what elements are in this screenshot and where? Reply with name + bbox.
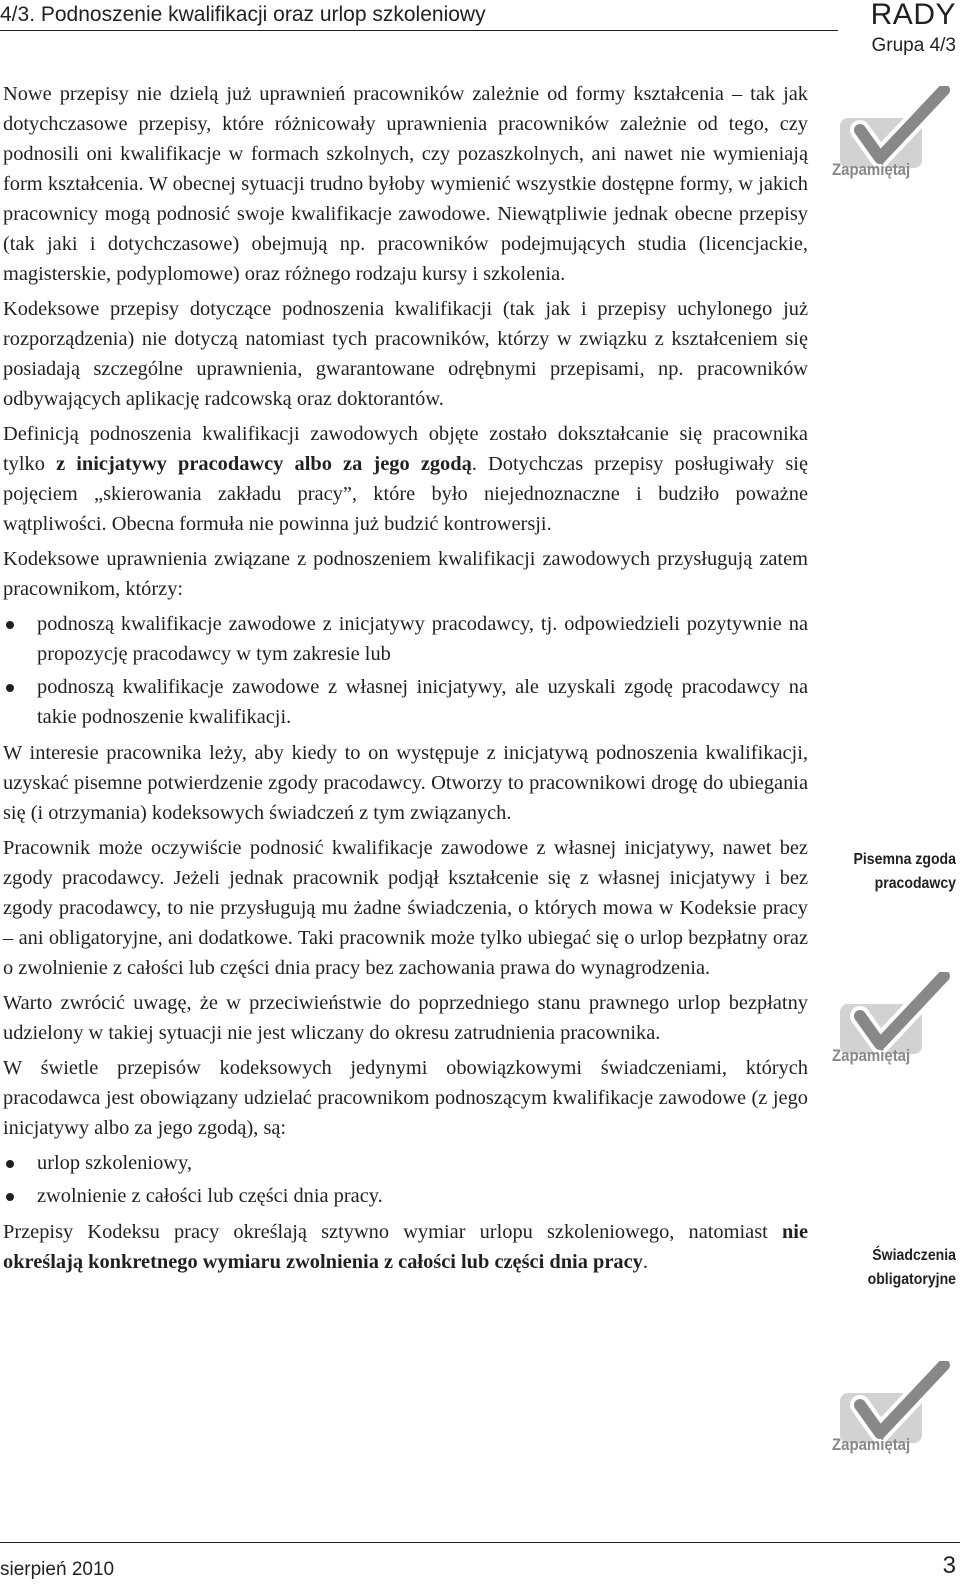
paragraph-2: Kodeksowe przepisy dotyczące podnoszenia kwalifikacji (tak jak i przepisy uchylonego już rozporządzenia) nie dotyczą natomiast tych pracowników, którzy w związku z kształceniem się posiadają szczególne uprawnienia, gwarantowane odrębnymi przepisami, np. pracowników odbywających aplikację radcowską oraz doktorantów. <box>3 298 808 410</box>
paragraph-9-text-b: . <box>642 1251 648 1273</box>
note-line: obligatoryjne <box>867 1271 956 1288</box>
page-header <box>0 0 960 66</box>
group-label: Grupa 4/3 <box>871 35 956 56</box>
note-line: Świadczenia <box>872 1247 956 1264</box>
list-item: zwolnienie z całości lub części dnia pracy. <box>3 1181 808 1211</box>
remember-badge <box>832 1361 958 1465</box>
paragraph-6: Pracownik może oczywiście podnosić kwalifikacje zawodowe z własnej inicjatywy, nawet bez zgody pracodawcy. Jeżeli jednak pracownik podjął kształcenie się z własnej inicjatywy i bez zgody pracodawcy, to nie przysługują mu żadne świadczenia, o których mowa w Kodeksie pracy – ani obligatoryjne, ani dodatkowe. Taki pracownik może tylko ubiegać się o urlop bezpłatny oraz o zwolnienie z całości lub części dnia pracy bez zachowania prawa do wynagrodzenia. <box>3 837 808 979</box>
paragraph-3-text-b: . Dotychczas przepisy posługiwały się pojęciem „skierowania zakładu pracy”, które było niejednoznaczne i budziło poważne wątpliwości. Obecna formuła nie powinna już budzić kontrowersji. <box>3 453 809 535</box>
header-divider <box>0 30 838 31</box>
remember-badge <box>832 86 958 190</box>
paragraph-9-emphasis: nie określają konkretnego wymiaru zwolnienia z całości lub części dnia pracy <box>3 1221 808 1273</box>
badge-label: Zapamiętaj <box>832 160 911 179</box>
paragraph-5: W interesie pracownika leży, aby kiedy to on występuje z inicjatywą podnoszenia kwalifikacji, uzyskać pisemne potwierdzenie zgody pracodawcy. Otworzy to pracownikowi drogę do ubiegania się (i otrzymania) kodeksowych świadczeń z tym związanych. <box>3 742 808 824</box>
note-line: pracodawcy <box>874 875 956 892</box>
badge-label: Zapamiętaj <box>832 1435 911 1454</box>
remember-badge <box>832 972 958 1076</box>
brand-label: RADY <box>870 0 956 31</box>
paragraph-9 <box>3 1217 808 1277</box>
main-text <box>3 79 808 1282</box>
paragraph-8: W świetle przepisów kodeksowych jedynymi obowiązkowymi świadczeniami, których pracodawca jest obowiązany udzielać pracownikom podnoszącym kwalifikacje zawodowe (z jego inicjatywy albo za jego zgodą), są: <box>3 1057 808 1139</box>
bullet-list-2 <box>3 1148 808 1211</box>
list-item: podnoszą kwalifikacje zawodowe z własnej inicjatywy, ale uzyskali zgodę pracodawcy na takie podnoszenie kwalifikacji. <box>3 672 808 732</box>
margin-note-mandatory-benefits <box>832 1244 956 1292</box>
badge-label: Zapamiętaj <box>832 1046 911 1065</box>
paragraph-3-emphasis: z inicjatywy pracodawcy albo za jego zgodą <box>56 453 472 475</box>
footer-divider <box>0 1542 960 1543</box>
paragraph-3-text-a: Definicją podnoszenia kwalifikacji zawodowych objęte zostało dokształcanie się pracownika tylko <box>3 423 808 475</box>
paragraph-1: Nowe przepisy nie dzielą już uprawnień pracowników zależnie od formy kształcenia – tak jak dotychczasowe przepisy, które różnicowały uprawnienia pracowników zależnie od tego, czy podnosili oni kwalifikacje w formach szkolnych, czy pozaszkolnych, ani nawet nie wymieniają form kształcenia. W obecnej sytuacji trudno byłoby wymienić wszystkie dostępne formy, w jakich pracownicy mogą podnosić swoje kwalifikacje zawodowe. Niewątpliwie jednak obecne przepisy (tak jaki i dotychczasowe) obejmują np. pracowników podejmujących studia (licencjackie, magisterskie, podyplomowe) oraz różnego rodzaju kursy i szkolenia. <box>3 83 808 285</box>
section-title: 4/3. Podnoszenie kwalifikacji oraz urlop szkoleniowy <box>0 3 486 26</box>
bullet-list-1 <box>3 609 808 732</box>
margin-note-written-consent <box>832 848 956 896</box>
paragraph-3 <box>3 419 808 539</box>
list-item: urlop szkoleniowy, <box>3 1148 808 1178</box>
footer-date: sierpień 2010 <box>0 1559 115 1580</box>
list-item: podnoszą kwalifikacje zawodowe z inicjatywy pracodawcy, tj. odpowiedzieli pozytywnie na propozycję pracodawcy w tym zakresie lub <box>3 609 808 669</box>
paragraph-4: Kodeksowe uprawnienia związane z podnoszeniem kwalifikacji zawodowych przysługują zatem pracownikom, którzy: <box>3 548 808 600</box>
paragraph-7: Warto zwrócić uwagę, że w przeciwieństwie do poprzedniego stanu prawnego urlop bezpłatny udzielony w takiej sytuacji nie jest wliczany do okresu zatrudnienia pracownika. <box>3 992 808 1044</box>
note-line: Pisemna zgoda <box>853 851 956 868</box>
paragraph-9-text-a: Przepisy Kodeksu pracy określają sztywno wymiar urlopu szkoleniowego, natomiast <box>3 1221 782 1243</box>
page-number: 3 <box>942 1552 956 1579</box>
